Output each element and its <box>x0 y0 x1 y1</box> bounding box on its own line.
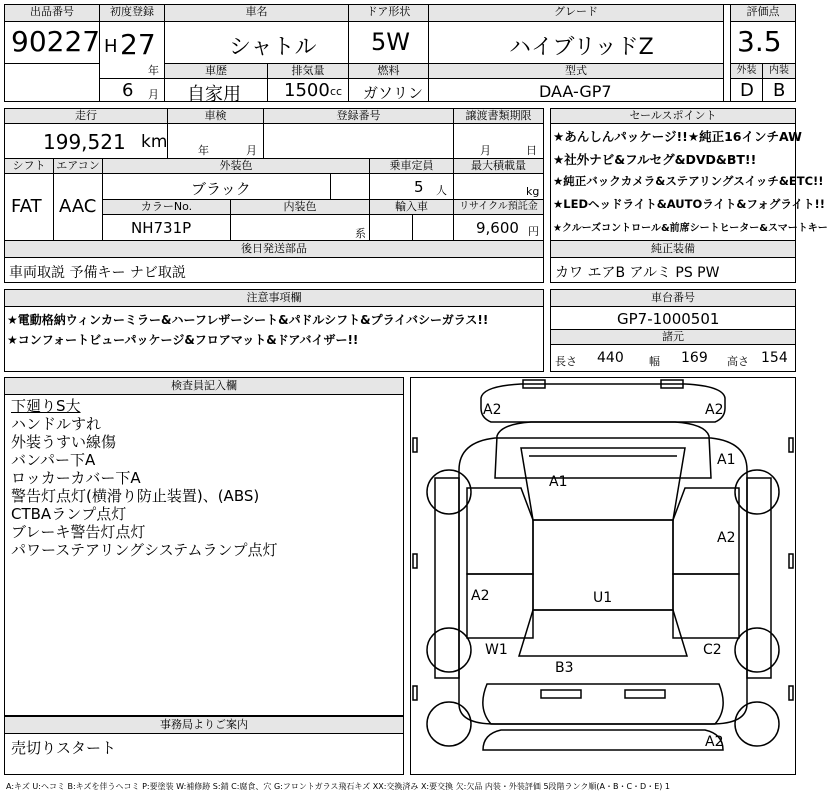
inspector-line-3: 外装うすい線傷 <box>11 433 117 451</box>
mark-right-rear-fender: C2 <box>703 642 722 658</box>
parts: 車両取説 予備キー ナビ取説 <box>9 265 186 281</box>
lot-no-label: 出品番号 <box>4 4 100 22</box>
mark-front-bumper-right: A2 <box>705 402 724 418</box>
equip-label: 純正装備 <box>550 240 796 258</box>
score: 3.5 <box>737 25 782 58</box>
inspector-line-1: 下廻りS大 <box>11 397 81 415</box>
equip: カワ エアB アルミ PS PW <box>555 265 720 281</box>
reg-month-cell <box>99 78 165 102</box>
color-no-cell <box>102 214 231 241</box>
int-color-unit: 系 <box>355 227 366 240</box>
ext-color: ブラック <box>191 180 251 198</box>
exterior-cell <box>730 78 763 102</box>
displacement-unit: cc <box>330 85 343 98</box>
capacity-unit: 人 <box>436 184 447 197</box>
reg-year: 27 <box>120 28 156 61</box>
notes-line-1: ★電動格納ウィンカーミラー&ハーフレザーシート&パドルシフト&プライバシーガラス!! <box>7 313 489 327</box>
int-color-cell <box>230 214 370 241</box>
inspector-line-4: バンパー下A <box>11 451 96 469</box>
insp-year-unit: 年 <box>198 144 209 157</box>
mileage-label: 走行 <box>4 108 168 124</box>
transfer-cell <box>453 123 544 159</box>
recycle-unit: 円 <box>528 225 539 238</box>
width: 169 <box>681 350 708 366</box>
interior-label: 内装 <box>762 63 796 79</box>
history-label: 車歴 <box>164 63 268 79</box>
displacement-label: 排気量 <box>267 63 349 79</box>
parts-label: 後日発送部品 <box>4 240 544 258</box>
office-label: 事務局よりご案内 <box>4 716 404 734</box>
load-cell <box>453 173 544 200</box>
mark-roof: U1 <box>593 590 613 606</box>
transfer-label: 譲渡書類期限 <box>453 108 544 124</box>
car-name: シャトル <box>229 35 317 60</box>
interior-score: B <box>773 80 786 101</box>
legend: A:キズ U:ヘコミ B:キズを伴うヘコミ P:要塗装 W:補修跡 S:錆 C:腐食、穴 G:フロントガラス飛石キズ XX:交換済み X:要交換 欠:欠品 内装・外装評価 5段階ランク順(A・B・C・D・E) 1 <box>6 782 671 791</box>
door-label: ドア形状 <box>348 4 429 22</box>
specs-label: 諸元 <box>550 329 796 345</box>
office-cell <box>4 733 404 775</box>
sales-line-1: ★あんしんパッケージ!!★純正16インチAW <box>553 129 802 144</box>
capacity: 5 <box>414 178 424 196</box>
fuel-cell <box>348 78 429 102</box>
mark-front-bumper-left: A2 <box>483 402 502 418</box>
fuel: ガソリン <box>363 84 424 102</box>
lot-no-blank <box>4 63 100 102</box>
mark-hood: A1 <box>549 474 568 490</box>
month-unit: 月 <box>148 88 159 101</box>
chassis-label: 車台番号 <box>550 289 796 307</box>
grade-cell <box>428 21 724 64</box>
width-label: 幅 <box>649 355 660 368</box>
sales-line-4: ★LEDヘッドライト&AUTOライト&フォグライト!! <box>553 197 825 211</box>
color-no-label: カラーNo. <box>102 199 231 215</box>
recycle: 9,600 <box>476 219 519 237</box>
model-cell <box>428 78 724 102</box>
transfer-month-unit: 月 <box>480 144 491 157</box>
first-reg-cell <box>99 21 165 79</box>
height: 154 <box>761 350 788 366</box>
specs-cell <box>550 344 796 372</box>
int-color-label: 内装色 <box>230 199 370 215</box>
notes-label: 注意事項欄 <box>4 289 544 307</box>
shift-label: シフト <box>4 158 54 174</box>
interior-cell <box>762 78 796 102</box>
office-text: 売切りスタート <box>11 739 117 757</box>
transfer-day-unit: 日 <box>526 144 537 157</box>
history-cell <box>164 78 268 105</box>
era: H <box>104 36 118 57</box>
sales-line-2: ★社外ナビ&フルセグ&DVD&BT!! <box>553 152 757 167</box>
recycle-cell <box>453 214 544 241</box>
color-no: NH731P <box>131 219 192 237</box>
score-label: 評価点 <box>730 4 796 22</box>
fuel-label: 燃料 <box>348 63 429 79</box>
mileage-cell <box>4 123 168 159</box>
model-label: 型式 <box>428 63 724 79</box>
reg-no-cell <box>263 123 454 159</box>
notes-line-2: ★コンフォートビューパッケージ&フロアマット&ドアバイザー!! <box>7 333 359 347</box>
import-cell <box>369 214 454 241</box>
inspector-line-2: ハンドルすれ <box>11 415 102 433</box>
door-cell <box>348 21 429 64</box>
year-unit: 年 <box>148 64 159 77</box>
model: DAA-GP7 <box>539 82 612 101</box>
load-label: 最大積載量 <box>453 158 544 174</box>
equip-cell <box>550 257 796 283</box>
score-cell <box>730 21 796 64</box>
import-divider <box>412 215 413 240</box>
grade-label: グレード <box>428 4 724 22</box>
mark-rear-gate: B3 <box>555 660 574 676</box>
sales-line-5: ★クルーズコントロール&前席シートヒーター&スマートキー <box>553 223 828 234</box>
ac-label: エアコン <box>53 158 103 174</box>
displacement: 1500 <box>284 80 330 101</box>
ext-color-extra <box>330 173 370 200</box>
inspector-cell <box>4 394 404 716</box>
mileage: 199,521 <box>43 130 126 154</box>
history: 自家用 <box>187 84 241 105</box>
inspector-line-8: ブレーキ警告灯点灯 <box>11 523 146 541</box>
door: 5W <box>371 28 410 56</box>
exterior-score: D <box>740 80 754 101</box>
exterior-label: 外装 <box>730 63 763 79</box>
sales-cell <box>550 123 828 241</box>
mark-right-front-door: A2 <box>717 530 736 546</box>
inspector-line-5: ロッカーカバー下A <box>11 469 141 487</box>
chassis-cell <box>550 306 796 330</box>
chassis-number: GP7-1000501 <box>617 310 720 328</box>
inspector-line-7: CTBAランプ点灯 <box>11 505 127 523</box>
car-diagram-svg <box>411 378 795 774</box>
notes-cell <box>4 306 544 372</box>
sales-label: セールスポイント <box>550 108 796 124</box>
mark-rear-bumper: A2 <box>705 734 724 750</box>
reg-no-label: 登録番号 <box>263 108 454 124</box>
capacity-label: 乗車定員 <box>369 158 454 174</box>
ac-cell <box>53 173 103 241</box>
insp-month-unit: 月 <box>246 144 257 157</box>
lot-no-cell <box>4 21 100 64</box>
inspector-label: 検査員記入欄 <box>4 377 404 395</box>
inspector-line-9: パワーステアリングシステムランプ点灯 <box>11 541 278 559</box>
shift: FAT <box>11 196 42 217</box>
first-reg-label: 初度登録 <box>99 4 165 22</box>
mark-left-rear-door: A2 <box>471 588 490 604</box>
reg-month: 6 <box>122 80 134 101</box>
ac: AAC <box>59 196 97 217</box>
car-diagram <box>410 377 796 775</box>
length-label: 長さ <box>555 355 577 368</box>
inspector-line-6: 警告灯点灯(横滑り防止装置)、(ABS) <box>11 487 260 505</box>
load-unit: kg <box>526 185 540 198</box>
displacement-cell <box>267 78 349 102</box>
car-name-cell <box>164 21 349 64</box>
shift-cell <box>4 173 54 241</box>
length: 440 <box>597 350 624 366</box>
inspection-label: 車検 <box>167 108 264 124</box>
sales-line-3: ★純正バックカメラ&ステアリングスイッチ&ETC!! <box>553 174 824 188</box>
capacity-cell <box>369 173 454 200</box>
recycle-label: リサイクル預託金 <box>453 199 544 215</box>
ext-color-label: 外装色 <box>102 158 370 174</box>
inspection-cell <box>167 123 264 159</box>
parts-cell <box>4 257 544 283</box>
import-label: 輸入車 <box>369 199 454 215</box>
lot-no: 90227 <box>11 25 101 58</box>
height-label: 高さ <box>727 355 749 368</box>
car-name-label: 車名 <box>164 4 349 22</box>
mark-left-rear-fender: W1 <box>485 642 508 658</box>
mark-right-fender: A1 <box>717 452 736 468</box>
mileage-unit: km <box>141 132 168 152</box>
grade: ハイブリッドZ <box>509 35 654 60</box>
